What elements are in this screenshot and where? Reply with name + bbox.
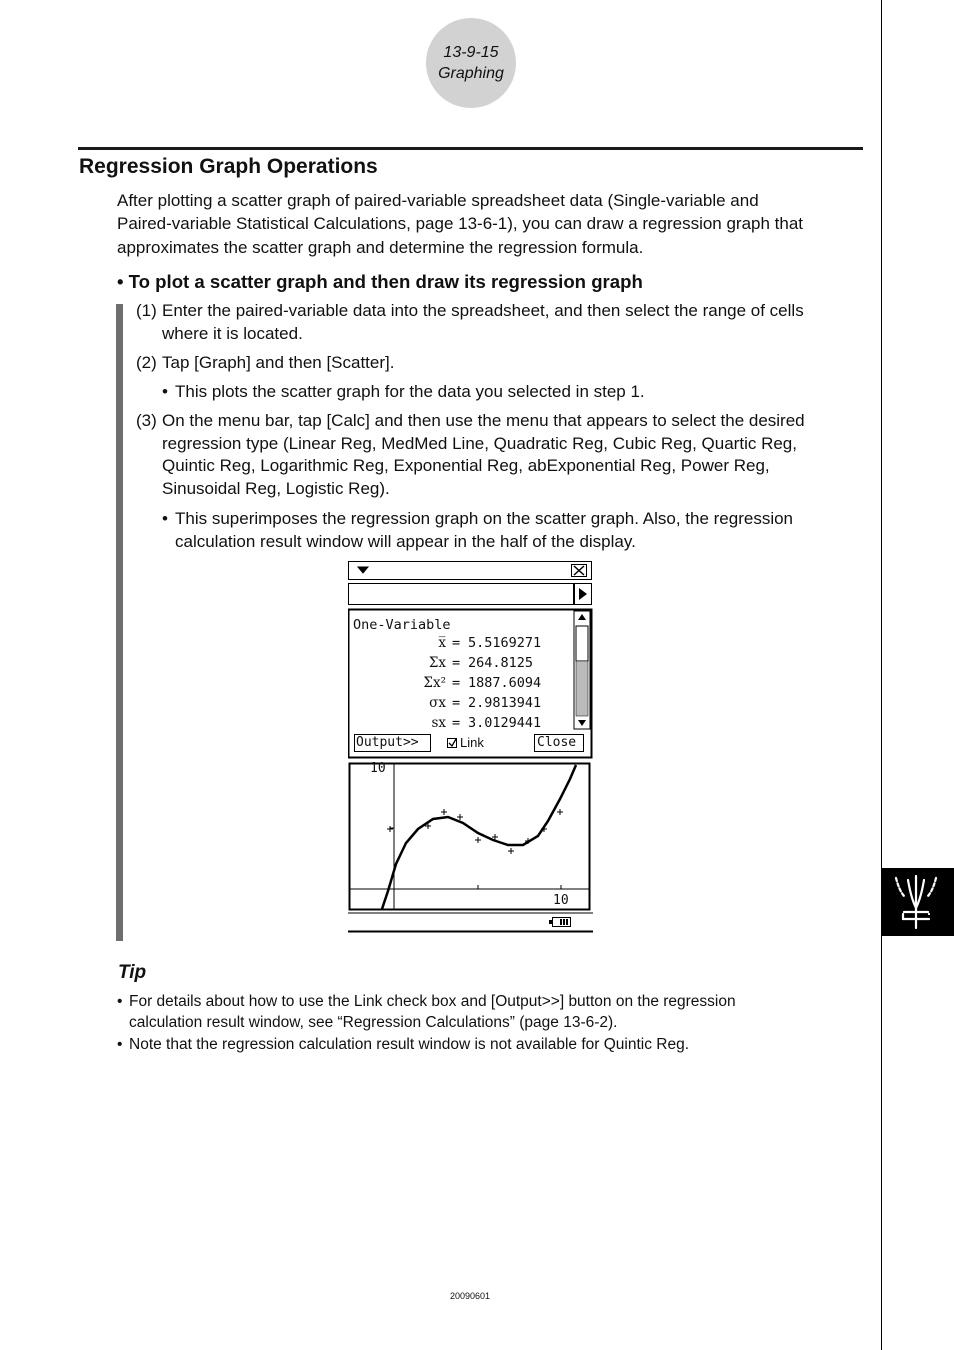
tip-line: Note that the regression calculation result window is not available for Quintic Reg.: [129, 1036, 690, 1053]
result-label: Σx²: [423, 675, 446, 691]
close-button-label[interactable]: Close: [537, 735, 577, 750]
link-label[interactable]: Link: [460, 735, 484, 750]
result-label: Σx: [428, 655, 446, 671]
page-number: 13-9-15: [443, 44, 499, 61]
calculator-screenshot: [348, 561, 593, 933]
step-2: [136, 352, 856, 375]
intro-line: Paired-variable Statistical Calculations, page 13-6-1), you can draw a regression graph that: [117, 214, 804, 234]
y-tick-label: 10: [370, 761, 386, 776]
tip-heading: Tip: [118, 962, 147, 983]
result-value: 3.0129441: [468, 715, 542, 731]
page-number-badge: [426, 18, 516, 108]
step-line: Enter the paired-variable data into the spreadsheet, and then select the range of cells: [162, 301, 804, 320]
intro-line: After plotting a scatter graph of paired-variable spreadsheet data (Single-variable and: [117, 191, 759, 210]
result-row: σx = 2.9813941: [429, 695, 542, 711]
step-number: (3): [136, 411, 157, 430]
x-tick-label: 10: [553, 893, 569, 908]
result-row: x̅ = 5.5169271: [438, 635, 542, 651]
step-3-note: • This superimposes the regression graph on the scatter graph. Also, the regression calculation result window will appear in the half of the display.: [162, 508, 862, 554]
result-label: x̅: [438, 635, 446, 651]
section-title: Regression Graph Operations: [79, 155, 378, 178]
result-row: sx = 3.0129441: [431, 715, 542, 731]
note-line: This plots the scatter graph for the data you selected in step 1.: [175, 382, 645, 401]
procedure-heading: • To plot a scatter graph and then draw its regression graph: [117, 271, 643, 292]
step-line: Sinusoidal Reg, Logistic Reg).: [162, 478, 390, 498]
step-line: regression type (Linear Reg, MedMed Line, Quadratic Reg, Cubic Reg, Quartic Reg,: [162, 433, 797, 453]
result-row: Σx² = 1887.6094: [423, 675, 542, 691]
result-label: σx: [429, 695, 446, 711]
tip-item: • For details about how to use the Link check box and [Output>>] button on the regression calculation result window, see “Regression Calculations” (page 13-6-2).: [117, 993, 736, 1031]
step-line: Quintic Reg, Logarithmic Reg, Exponential Reg, abExponential Reg, Power Reg,: [162, 456, 770, 476]
tip-line: For details about how to use the Link check box and [Output>>] button on the regression: [129, 993, 736, 1010]
results-title: One-Variable: [353, 617, 451, 633]
result-value: 264.8125: [468, 655, 534, 671]
battery-icon: [549, 918, 571, 927]
tip-item: • Note that the regression calculation result window is not available for Quintic Reg.: [117, 1036, 690, 1053]
step-1: [136, 300, 856, 346]
intro-paragraph: [117, 189, 857, 259]
result-value: 5.5169271: [468, 635, 542, 651]
result-row: Σx = 264.8125: [428, 655, 534, 671]
close-icon: [572, 565, 587, 577]
note-line: calculation result window will appear in the half of the display.: [175, 531, 636, 551]
section-rule: [78, 147, 863, 150]
tip-line: calculation result window, see “Regression Calculations” (page 13-6-2).: [129, 1014, 618, 1031]
output-button-label[interactable]: Output>>: [356, 735, 419, 750]
procedure-sidebar-bar: [116, 304, 123, 941]
result-value: 1887.6094: [468, 675, 542, 691]
step-number: (2): [136, 353, 157, 372]
graph-chapter-icon: [882, 868, 954, 936]
margin-line: [881, 0, 882, 1350]
note-line: This superimposes the regression graph on the scatter graph. Also, the regression: [175, 509, 794, 528]
result-value: 2.9813941: [468, 695, 542, 711]
step-2-note: • This plots the scatter graph for the data you selected in step 1.: [162, 381, 862, 404]
step-line: Tap [Graph] and then [Scatter].: [162, 353, 395, 372]
results-scrollbar: [574, 611, 590, 729]
step-number: (1): [136, 301, 157, 320]
chapter-name: Graphing: [438, 65, 504, 82]
link-checkbox[interactable]: [448, 739, 457, 748]
footer-code: 20090601: [449, 1291, 491, 1301]
step-3: [136, 410, 856, 502]
intro-line: approximates the scatter graph and determine the regression formula.: [117, 237, 644, 257]
chapter-tab: [882, 868, 954, 936]
step-line: On the menu bar, tap [Calc] and then use the menu that appears to select the desired: [162, 411, 805, 430]
result-label: sx: [431, 715, 446, 731]
step-line: where it is located.: [162, 323, 303, 343]
scroll-right-icon: [575, 584, 592, 605]
results-list: [348, 635, 574, 731]
